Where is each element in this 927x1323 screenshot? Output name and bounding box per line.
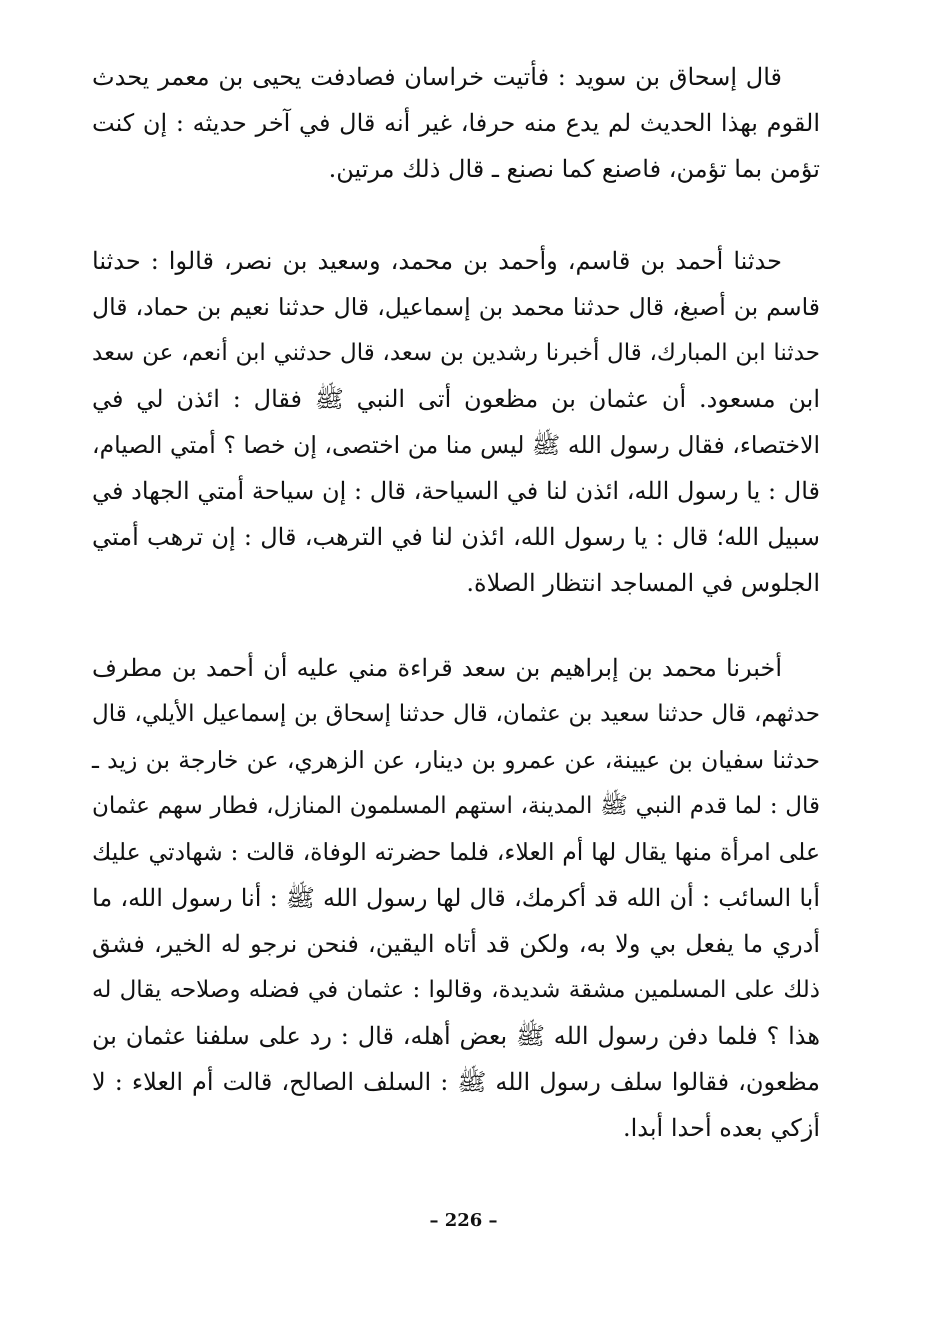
paragraph-3 bbox=[92, 645, 820, 1151]
text-line: أزكي بعده أحدا أبدا. bbox=[622, 1114, 820, 1142]
text-line: على امرأة منها يقال لها أم العلاء، فلما حضرته الوفاة، قالت : شهادتي عليك bbox=[92, 838, 820, 866]
text-line: أدري ما يفعل بي ولا به، ولكن قد أتاه اليقين، فنحن نرجو له الخير، فشق bbox=[92, 930, 820, 958]
text-line: مظعون، فقالوا سلف رسول الله ﷺ : السلف الصالح، قالت أم العلاء : لا bbox=[92, 1068, 820, 1096]
text-line: القوم بهذا الحديث لم يدع منه حرفا، غير أنه قال في آخر حديثه : إن كنت bbox=[92, 109, 821, 137]
text-line: حدثنا ابن المبارك، قال أخبرنا رشدين بن سعد، قال حدثني ابن أنعم، عن سعد bbox=[92, 340, 820, 366]
text-line: حدثنا سفيان بن عيينة، عن عمرو بن دينار، عن الزهري، عن خارجة بن زيد ـ bbox=[92, 746, 820, 774]
paragraph-1 bbox=[92, 54, 820, 192]
text-line: الجلوس في المساجد انتظار الصلاة. bbox=[466, 569, 820, 597]
text-line: أخبرنا محمد بن إبراهيم بن سعد قراءة مني عليه أن أحمد بن مطرف bbox=[92, 654, 782, 682]
text-line: حدثهم، قال حدثنا سعيد بن عثمان، قال حدثنا إسحاق بن إسماعيل الأيلي، قال bbox=[92, 701, 820, 727]
text-line: الاختصاء، فقال رسول الله ﷺ ليس منا من اختصى، إن خصا ؟ أمتي الصيام، bbox=[92, 431, 820, 459]
text-line: ابن مسعود. أن عثمان بن مظعون أتى النبي ﷺ فقال : ائذن لي في bbox=[92, 385, 820, 413]
paragraph-2 bbox=[92, 238, 820, 606]
text-line: هذا ؟ فلما دفن رسول الله ﷺ بعض أهله، قال : رد على سلفنا عثمان بن bbox=[92, 1022, 820, 1050]
text-line: أبا السائب : أن الله قد أكرمك، قال لها رسول الله ﷺ : أنا رسول الله، ما bbox=[92, 884, 820, 912]
text-line: قال : لما قدم النبي ﷺ المدينة، استهم المسلمون المنازل، فطار سهم عثمان bbox=[92, 793, 820, 819]
text-line: ذلك على المسلمين مشقة شديدة، وقالوا : عثمان في فضله وصلاحه يقال له bbox=[92, 977, 820, 1003]
text-line: قال : يا رسول الله، ائذن لنا في السياحة، قال : إن سياحة أمتي الجهاد في bbox=[92, 477, 820, 505]
text-line: قال إسحاق بن سويد : فأتيت خراسان فصادفت يحيى بن معمر يحدث bbox=[92, 63, 782, 91]
text-line: سبيل الله؛ قال : يا رسول الله، ائذن لنا في الترهب، قال : إن ترهب أمتي bbox=[92, 523, 820, 551]
text-line: حدثنا أحمد بن قاسم، وأحمد بن محمد، وسعيد بن نصر، قالوا : حدثنا bbox=[92, 247, 782, 275]
text-line: قاسم بن أصبغ، قال حدثنا محمد بن إسماعيل، قال حدثنا نعيم بن حماد، قال bbox=[92, 293, 820, 321]
text-line: تؤمن بما تؤمن، فاصنع كما نصنع ـ قال ذلك مرتين. bbox=[328, 155, 820, 183]
page-number: – 226 – bbox=[429, 1210, 498, 1231]
